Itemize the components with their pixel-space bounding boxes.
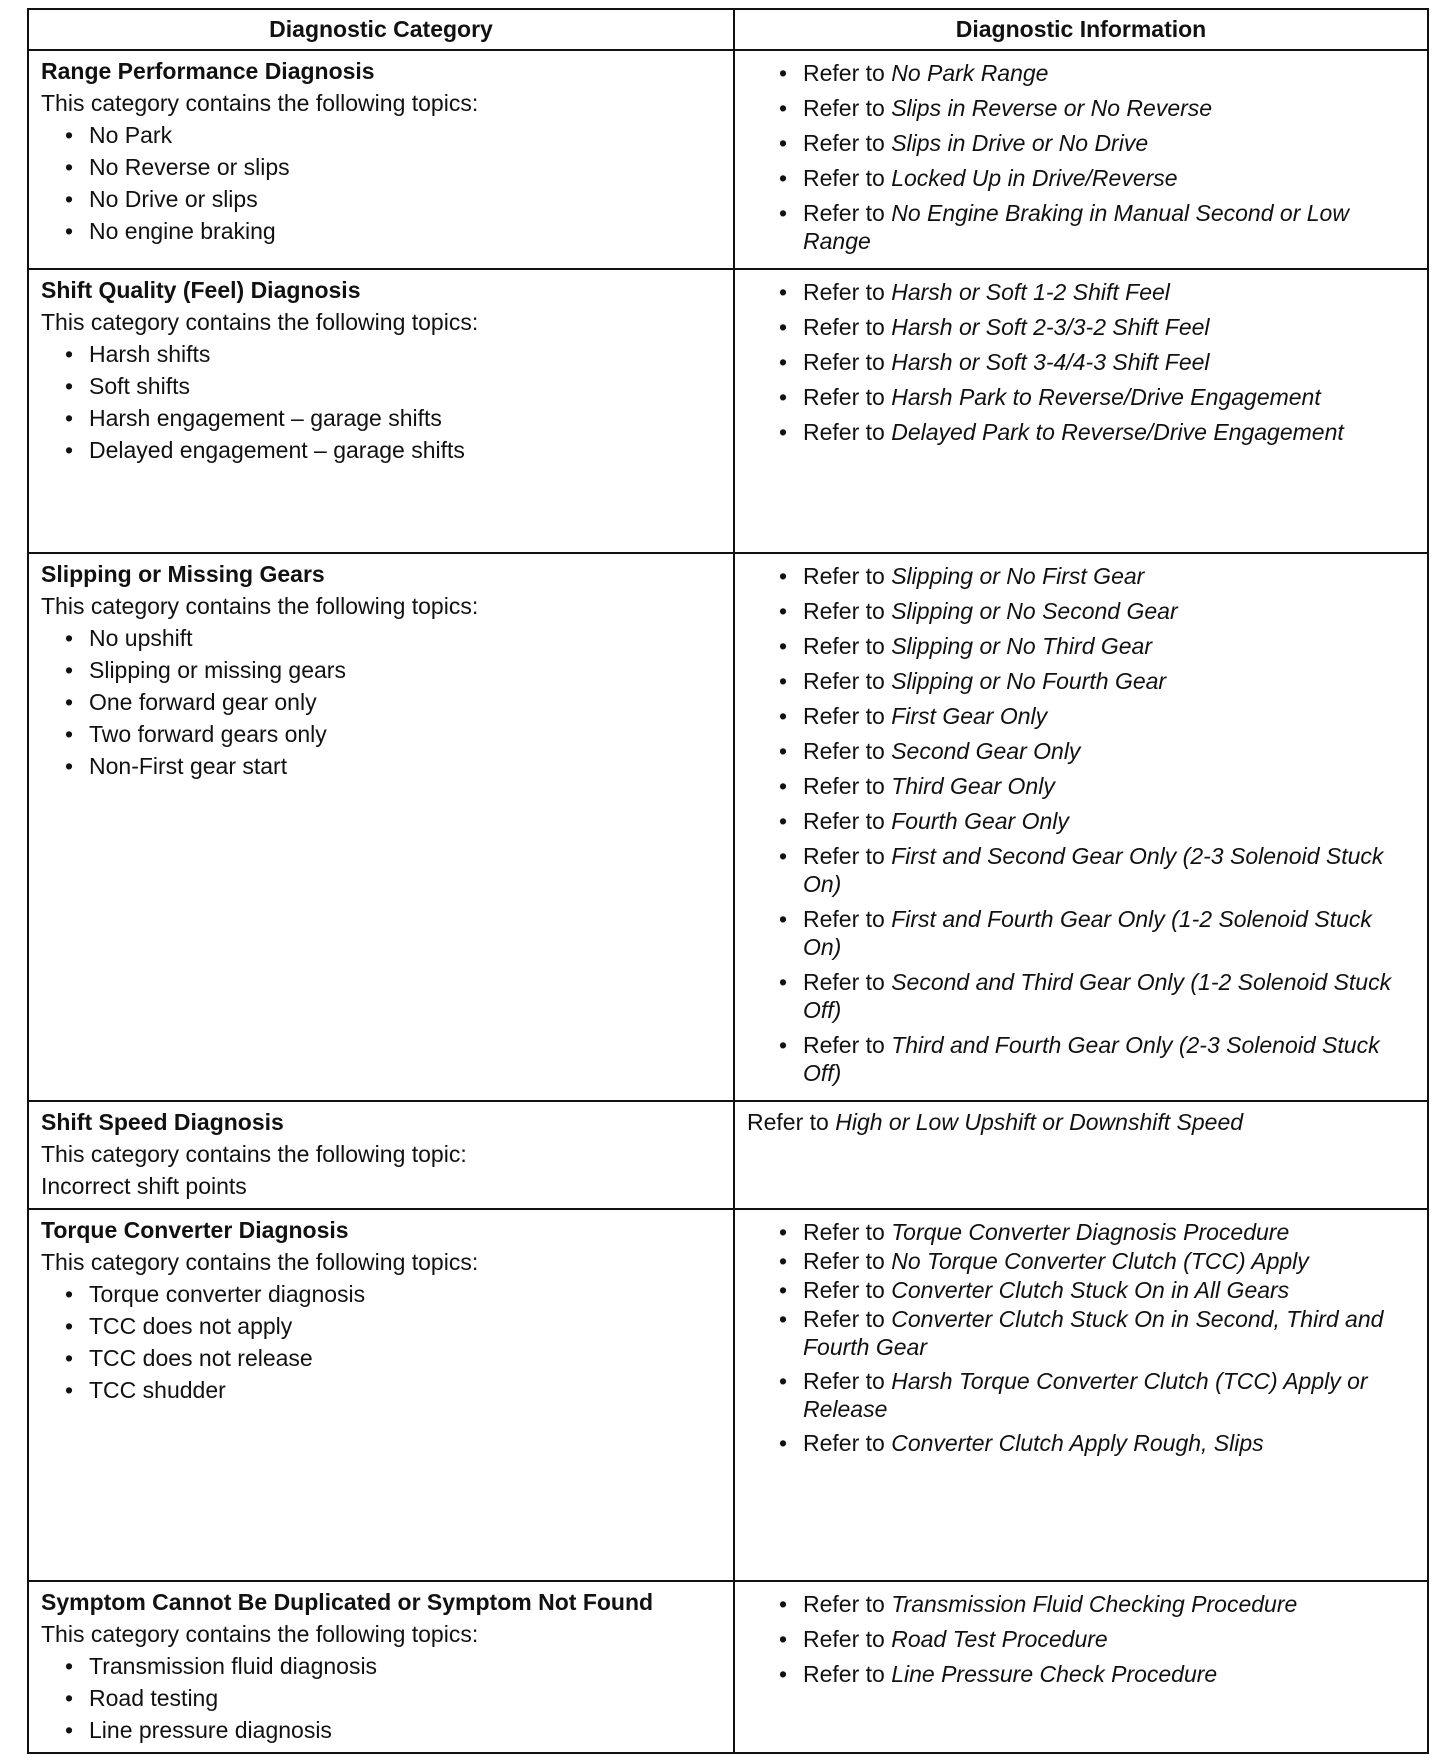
information-cell (734, 1581, 1428, 1753)
table-row-shift-quality (28, 269, 1428, 553)
reference-item (747, 1276, 1415, 1304)
reference-item (747, 737, 1415, 765)
reference-prefix: Refer to (803, 314, 885, 340)
reference-prefix: Refer to (803, 1661, 885, 1687)
reference-prefix: Refer to (803, 1368, 885, 1394)
topic-list (41, 622, 721, 782)
category-cell (28, 1209, 734, 1581)
reference-list (747, 1218, 1415, 1457)
topic-list (41, 1650, 721, 1746)
reference-link: Transmission Fluid Checking Procedure (891, 1591, 1298, 1617)
reference-item (747, 278, 1415, 306)
category-intro: This category contains the following topics: (41, 1621, 479, 1647)
reference-item (747, 562, 1415, 590)
topic-item: • No Drive or slips (41, 183, 721, 215)
topic-item: • No Reverse or slips (41, 151, 721, 183)
reference-link: High or Low Upshift or Downshift Speed (835, 1109, 1244, 1135)
reference-link: Harsh or Soft 1-2 Shift Feel (891, 279, 1170, 305)
reference-prefix: Refer to (803, 843, 885, 869)
reference-item (747, 968, 1415, 1024)
reference-item (747, 1218, 1415, 1246)
reference-link: Slipping or No Third Gear (891, 633, 1153, 659)
topic-item: • Slipping or missing gears (41, 654, 721, 686)
reference-prefix: Refer to (803, 279, 885, 305)
information-cell (734, 50, 1428, 269)
category-intro: This category contains the following topics: (41, 1249, 479, 1275)
reference-prefix: Refer to (803, 1591, 885, 1617)
reference-prefix: Refer to (803, 668, 885, 694)
reference-link: Road Test Procedure (891, 1626, 1108, 1652)
reference-item (747, 597, 1415, 625)
reference-link: First Gear Only (891, 703, 1048, 729)
reference-prefix: Refer to (803, 130, 885, 156)
category-intro: This category contains the following topics: (41, 593, 479, 619)
category-intro: This category contains the following topics: (41, 90, 479, 116)
reference-prefix: Refer to (803, 1306, 885, 1332)
category-cell (28, 1101, 734, 1209)
reference-prefix: Refer to (803, 165, 885, 191)
table-row-shift-speed (28, 1101, 1428, 1209)
reference-item (747, 905, 1415, 961)
category-cell (28, 50, 734, 269)
reference-item (747, 59, 1415, 87)
category-title: Symptom Cannot Be Duplicated or Symptom Not Found (41, 1589, 654, 1615)
topic-item: Incorrect shift points (41, 1173, 247, 1199)
topic-item: • TCC does not apply (41, 1310, 721, 1342)
reference-prefix: Refer to (803, 1032, 885, 1058)
reference-link: Delayed Park to Reverse/Drive Engagement (891, 419, 1344, 445)
topic-item: • Non-First gear start (41, 750, 721, 782)
diagnostic-table-document (27, 8, 1427, 1754)
reference-prefix: Refer to (803, 1277, 885, 1303)
reference-prefix: Refer to (803, 384, 885, 410)
reference-link: First and Second Gear Only (2-3 Solenoid Stuck On) (803, 843, 1384, 897)
category-title: Shift Speed Diagnosis (41, 1109, 284, 1135)
reference-item (747, 313, 1415, 341)
reference-item (747, 1247, 1415, 1275)
topic-list (41, 1278, 721, 1406)
topic-item: • Road testing (41, 1682, 721, 1714)
reference-link: Slips in Reverse or No Reverse (891, 95, 1213, 121)
reference-link: Slipping or No Fourth Gear (891, 668, 1167, 694)
topic-item: • Soft shifts (41, 370, 721, 402)
topic-item: • Torque converter diagnosis (41, 1278, 721, 1310)
topic-item: • Transmission fluid diagnosis (41, 1650, 721, 1682)
topic-item: • TCC does not release (41, 1342, 721, 1374)
reference-prefix: Refer to (803, 773, 885, 799)
category-cell (28, 1581, 734, 1753)
reference-item (747, 842, 1415, 898)
reference-item (747, 807, 1415, 835)
reference-link: First and Fourth Gear Only (1-2 Solenoid Stuck On) (803, 906, 1372, 960)
header-diagnostic-category: Diagnostic Category (28, 9, 734, 50)
topic-item: • TCC shudder (41, 1374, 721, 1406)
reference-item (747, 1590, 1415, 1618)
category-title: Slipping or Missing Gears (41, 561, 325, 587)
reference-link: No Park Range (891, 60, 1049, 86)
topic-item: • Line pressure diagnosis (41, 1714, 721, 1746)
reference-link: Slipping or No Second Gear (891, 598, 1178, 624)
reference-prefix: Refer to (803, 349, 885, 375)
reference-item (747, 199, 1415, 255)
topic-item: • Two forward gears only (41, 718, 721, 750)
reference-prefix: Refer to (803, 738, 885, 764)
reference-item (747, 1625, 1415, 1653)
topic-list (41, 338, 721, 466)
topic-item: • No engine braking (41, 215, 721, 247)
reference-item (747, 164, 1415, 192)
reference-item (747, 632, 1415, 660)
topic-item: • One forward gear only (41, 686, 721, 718)
reference-link: Slips in Drive or No Drive (891, 130, 1149, 156)
reference-link: Line Pressure Check Procedure (891, 1661, 1218, 1687)
reference-prefix: Refer to (803, 1430, 885, 1456)
reference-list (747, 278, 1415, 446)
category-cell (28, 553, 734, 1101)
reference-link: Second and Third Gear Only (1-2 Solenoid Stuck Off) (803, 969, 1392, 1023)
reference-link: No Engine Braking in Manual Second or Low Range (803, 200, 1349, 254)
diagnostic-table (27, 8, 1429, 1754)
reference-link: Slipping or No First Gear (891, 563, 1145, 589)
reference-prefix: Refer to (747, 1109, 829, 1135)
topic-item: • Harsh shifts (41, 338, 721, 370)
reference-prefix: Refer to (803, 808, 885, 834)
reference-link: Harsh Park to Reverse/Drive Engagement (891, 384, 1321, 410)
reference-item (747, 1305, 1415, 1361)
reference-prefix: Refer to (803, 60, 885, 86)
reference-link: Converter Clutch Apply Rough, Slips (891, 1430, 1264, 1456)
topic-list (41, 119, 721, 247)
reference-prefix: Refer to (803, 598, 885, 624)
reference-link: Harsh or Soft 2-3/3-2 Shift Feel (891, 314, 1210, 340)
reference-prefix: Refer to (803, 1219, 885, 1245)
reference-item (747, 702, 1415, 730)
reference-item (747, 418, 1415, 446)
reference-link: No Torque Converter Clutch (TCC) Apply (891, 1248, 1309, 1274)
reference-item (747, 1429, 1415, 1457)
topic-item: • Harsh engagement – garage shifts (41, 402, 721, 434)
reference-item (747, 383, 1415, 411)
reference-link: Fourth Gear Only (891, 808, 1069, 834)
reference-item (747, 667, 1415, 695)
category-cell (28, 269, 734, 553)
reference-prefix: Refer to (803, 563, 885, 589)
reference-prefix: Refer to (803, 969, 885, 995)
reference-prefix: Refer to (803, 1248, 885, 1274)
header-diagnostic-information: Diagnostic Information (734, 9, 1428, 50)
category-title: Range Performance Diagnosis (41, 58, 375, 84)
reference-prefix: Refer to (803, 703, 885, 729)
topic-item: • No upshift (41, 622, 721, 654)
reference-link: Locked Up in Drive/Reverse (891, 165, 1178, 191)
reference-prefix: Refer to (803, 95, 885, 121)
reference-item (747, 1031, 1415, 1087)
reference-item (747, 94, 1415, 122)
category-intro: This category contains the following topics: (41, 309, 479, 335)
table-row-slipping-missing-gears (28, 553, 1428, 1101)
information-cell (734, 1209, 1428, 1581)
reference-prefix: Refer to (803, 1626, 885, 1652)
reference-list (747, 59, 1415, 255)
category-intro: This category contains the following topic: (41, 1141, 467, 1167)
category-title: Shift Quality (Feel) Diagnosis (41, 277, 361, 303)
reference-link: Torque Converter Diagnosis Procedure (891, 1219, 1290, 1245)
reference-item (747, 1106, 1415, 1138)
category-title: Torque Converter Diagnosis (41, 1217, 349, 1243)
table-row-range-performance (28, 50, 1428, 269)
reference-link: Third Gear Only (891, 773, 1055, 799)
reference-prefix: Refer to (803, 633, 885, 659)
reference-link: Second Gear Only (891, 738, 1081, 764)
topic-item: • Delayed engagement – garage shifts (41, 434, 721, 466)
table-row-torque-converter (28, 1209, 1428, 1581)
reference-link: Converter Clutch Stuck On in Second, Third and Fourth Gear (803, 1306, 1384, 1360)
reference-prefix: Refer to (803, 200, 885, 226)
table-row-symptom-not-found (28, 1581, 1428, 1753)
reference-item (747, 772, 1415, 800)
reference-link: Third and Fourth Gear Only (2-3 Solenoid Stuck Off) (803, 1032, 1380, 1086)
reference-item (747, 1367, 1415, 1423)
reference-prefix: Refer to (803, 906, 885, 932)
reference-list (747, 562, 1415, 1087)
reference-item (747, 348, 1415, 376)
reference-link: Converter Clutch Stuck On in All Gears (891, 1277, 1290, 1303)
reference-link: Harsh or Soft 3-4/4-3 Shift Feel (891, 349, 1210, 375)
reference-list (747, 1590, 1415, 1688)
topic-item: • No Park (41, 119, 721, 151)
information-cell (734, 269, 1428, 553)
information-cell (734, 553, 1428, 1101)
reference-prefix: Refer to (803, 419, 885, 445)
information-cell (734, 1101, 1428, 1209)
table-header-row (28, 9, 1428, 50)
reference-link: Harsh Torque Converter Clutch (TCC) Apply or Release (803, 1368, 1368, 1422)
reference-item (747, 1660, 1415, 1688)
reference-item (747, 129, 1415, 157)
